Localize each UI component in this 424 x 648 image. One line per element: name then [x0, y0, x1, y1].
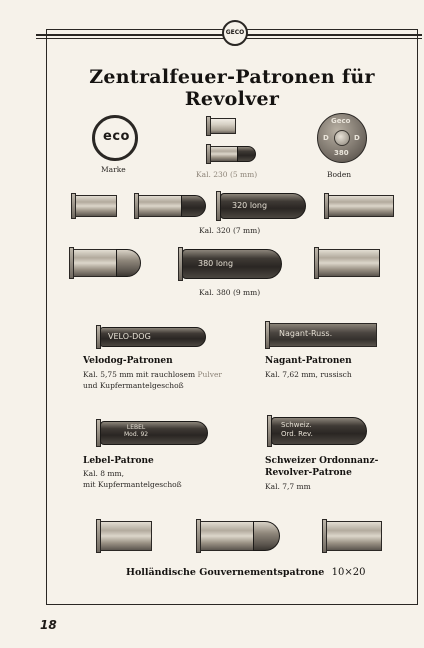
- cartridge-230-loaded: [206, 146, 256, 162]
- page-title: Zentralfeuer-Patronen für Revolver: [89, 66, 375, 110]
- lebel-stamp: [124, 424, 148, 438]
- lebel-desc-line1: Kal. 8 mm,: [83, 469, 125, 478]
- cartridge-holland-case: [96, 521, 152, 551]
- cartridge-380-long: [178, 249, 282, 279]
- cal-230-label: Kal. 230 (5 mm): [196, 170, 258, 179]
- headstamp-left: D: [323, 134, 329, 142]
- headstamp-top: Geco: [331, 117, 351, 125]
- velodog-stamp: VELO-DOG: [108, 332, 151, 341]
- cartridge-230-case: [206, 118, 236, 134]
- header-logo: GECO: [222, 20, 248, 46]
- schweizer-name-line1: Schweizer Ordonnanz-: [265, 456, 379, 466]
- cartridge-380-short: [69, 249, 141, 277]
- cartridge-holland-loaded: [196, 521, 280, 551]
- page-frame: [46, 29, 418, 605]
- cartridge-320-long: [216, 193, 306, 219]
- schweizer-stamp-line2: Ord. Rev.: [281, 430, 313, 438]
- cal-320-label: Kal. 320 (7 mm): [199, 226, 261, 235]
- schweizer-desc: Kal. 7,7 mm: [265, 482, 311, 491]
- cartridge-380-case: [314, 249, 380, 277]
- cal-380-label: Kal. 380 (9 mm): [199, 288, 261, 297]
- lebel-desc-line2: mit Kupfermantelgeschoß: [83, 480, 182, 489]
- nagant-desc: Kal. 7,62 mm, russisch: [265, 370, 352, 379]
- holland-dims: 10×20: [331, 567, 366, 578]
- cartridge-schweizer: [267, 417, 367, 445]
- holland-label: [126, 567, 365, 578]
- page-number: 18: [40, 618, 57, 632]
- nagant-name: Nagant-Patronen: [265, 356, 352, 366]
- cartridge-holland-case-2: [322, 521, 382, 551]
- velodog-name: Velodog-Patronen: [83, 356, 173, 366]
- headstamp-label: Boden: [327, 170, 352, 179]
- velodog-desc-gray: Pulver: [197, 370, 223, 379]
- brand-logo-text: eco: [103, 129, 130, 144]
- headstamp-right: D: [354, 134, 360, 142]
- lebel-stamp-line1: LEBEL: [126, 424, 146, 431]
- lebel-stamp-line2: Mod. 92: [124, 431, 149, 438]
- cartridge-nagant: [265, 323, 377, 347]
- cartridge-320-short: [134, 195, 206, 217]
- cartridge-320-case: [71, 195, 117, 217]
- velodog-desc-line1: [83, 370, 222, 380]
- nagant-stamp: Nagant-Russ.: [279, 329, 333, 338]
- schweizer-name-line2: Revolver-Patrone: [265, 468, 352, 478]
- cartridge-320-stamp: 320 long: [232, 201, 268, 210]
- brand-label: Marke: [101, 165, 126, 174]
- cartridge-velodog: [96, 327, 206, 347]
- schweizer-stamp: [281, 421, 313, 439]
- velodog-desc-text: Kal. 5,75 mm mit rauchlosem: [83, 370, 196, 379]
- velodog-desc-line2: und Kupfermantelgeschoß: [83, 381, 184, 390]
- cartridge-320-case-long: [324, 195, 394, 217]
- headstamp-bottom: 380: [334, 149, 349, 157]
- cartridge-380-stamp: 380 long: [198, 259, 234, 268]
- cartridge-lebel: [96, 421, 208, 445]
- holland-name: Holländische Gouvernementspatrone: [126, 567, 325, 578]
- headstamp-primer: [334, 130, 350, 146]
- lebel-name: Lebel-Patrone: [83, 456, 154, 466]
- schweizer-stamp-line1: Schweiz.: [281, 421, 312, 429]
